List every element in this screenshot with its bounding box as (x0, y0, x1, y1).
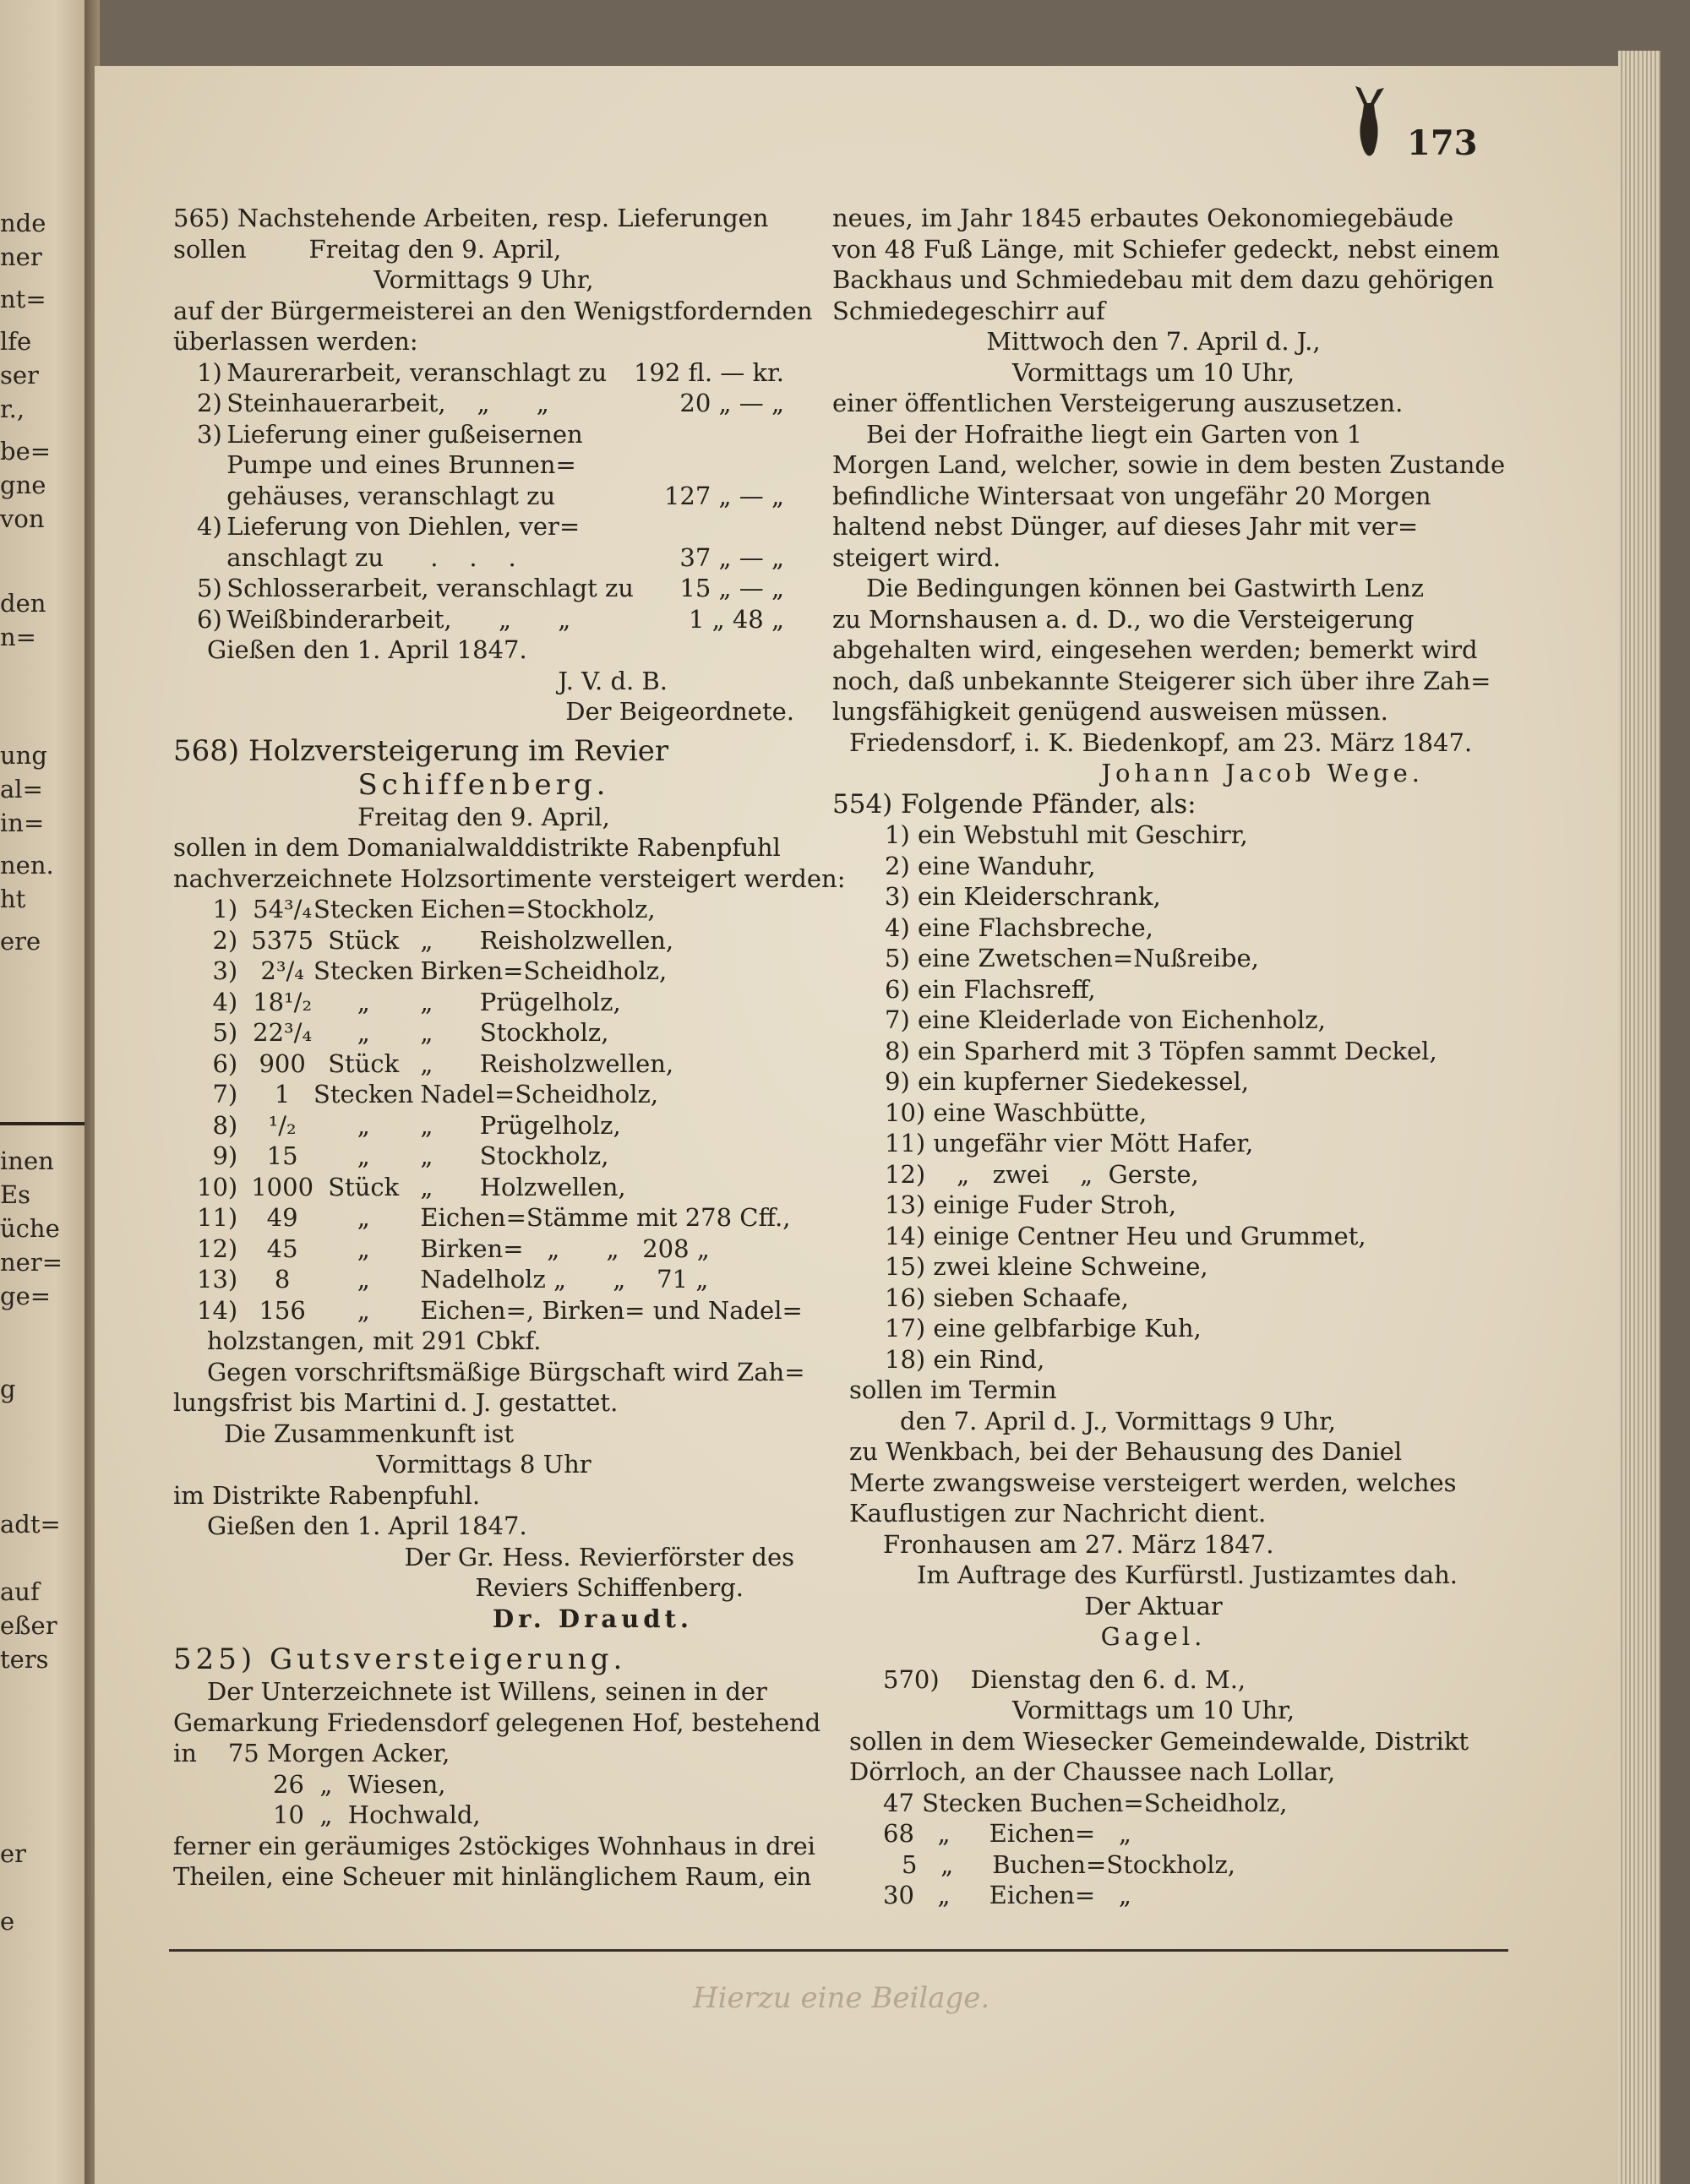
footer-note: Hierzu eine Beilage. (693, 1981, 990, 2015)
notice-565-item-text: Maurerarbeit, veranschlagt zu (226, 357, 608, 387)
notice-568-item-no: 4) (212, 987, 238, 1016)
notice-570-line: Dörrloch, an der Chaussee nach Lollar, (849, 1757, 1336, 1786)
notice-554-after: Kauflustigen zur Nachricht dient. (849, 1499, 1267, 1528)
left-page-word: g (0, 1375, 16, 1403)
left-page-fragment (0, 0, 93, 2184)
notice-568-item-unit: „ (357, 1295, 370, 1325)
notice-568-item-unit: „ (357, 987, 370, 1016)
page-edge (1618, 51, 1660, 2184)
notice-568-item-no: 12) (197, 1234, 238, 1263)
left-page-word: gne (0, 471, 46, 499)
notice-554-item: 11) ungefähr vier Mött Hafer, (885, 1129, 1254, 1157)
notice-565-item-text: Lieferung von Diehlen, ver= (226, 512, 581, 541)
notice-568-after: Gegen vorschriftsmäßige Bürgschaft wird Zah= (207, 1357, 805, 1386)
notice-text-line: steigert wird. (832, 542, 1001, 572)
notice-text-line: noch, daß unbekannte Steigerer sich über ihre Zah= (832, 666, 1491, 695)
notice-568-item-unit: Stück (328, 1172, 400, 1201)
notice-568-item-desc: Eichen=Stockholz, (420, 895, 656, 923)
notice-text-line: Mittwoch den 7. April d. J., (986, 327, 1321, 356)
ornament-icon (1349, 83, 1391, 161)
notice-568-title: 568) Holzversteigerung im Revier (173, 733, 669, 768)
notice-554-item: 9) ein kupferner Siedekessel, (885, 1067, 1249, 1096)
left-page-word: ner (0, 242, 42, 271)
notice-554-item: 14) einige Centner Heu und Grummet, (885, 1221, 1366, 1250)
notice-568-item-unit: „ (357, 1110, 370, 1140)
left-page-word: ung (0, 741, 47, 770)
notice-568-item-unit: Stecken (313, 1080, 414, 1108)
notice-text-line: einer öffentlichen Versteigerung auszusetzen. (832, 389, 1404, 417)
notice-568-line: nachverzeichnete Holzsortimente versteigert werden: (173, 863, 846, 893)
notice-554-after: Merte zwangsweise versteigert werden, welches (849, 1468, 1457, 1497)
notice-554-after: Der Aktuar (1084, 1591, 1223, 1620)
notice-565-items (197, 357, 784, 635)
notice-568-item (197, 925, 803, 956)
notice-568-item (197, 1172, 803, 1203)
left-page-rule (0, 1122, 84, 1125)
notice-568-item (197, 1110, 803, 1141)
notice-570 (832, 1664, 1475, 1911)
notice-568-title-2: Schiffenberg. (357, 767, 610, 802)
notice-565-item-no: 5) (197, 574, 222, 602)
notice-568-item (197, 956, 803, 987)
notice-565-line: 565) Nachstehende Arbeiten, resp. Lieferungen (173, 204, 769, 232)
notice-568-item-qty: 22³/₄ (253, 1018, 313, 1047)
left-page-word: r., (0, 395, 25, 423)
notice-568-item-no: 5) (212, 1018, 238, 1047)
notice-554-after: sollen im Termin (849, 1375, 1057, 1404)
notice-525-line: 26 „ Wiesen, (273, 1769, 446, 1799)
notice-568-item-desc: Birken= „ „ 208 „ (420, 1234, 710, 1263)
notice-568-item (197, 1017, 803, 1048)
notice-565-item-amount (634, 419, 784, 450)
notice-568-item (197, 894, 803, 925)
notice-568-item-unit: Stecken (313, 895, 414, 923)
notice-568-item (197, 987, 803, 1018)
left-page-word: ner= (0, 1248, 63, 1277)
notice-text-line: Die Bedingungen können bei Gastwirth Lenz (866, 574, 1424, 602)
left-page-word: ge= (0, 1282, 52, 1310)
notice-568-item-no: 2) (212, 925, 238, 955)
notice-568-item (197, 1141, 803, 1172)
notice-565-item-text: Steinhauerarbeit, „ „ (226, 389, 549, 417)
notice-554-after: zu Wenkbach, bei der Behausung des Daniel (849, 1437, 1403, 1466)
notice-554-item: 12) „ zwei „ Gerste, (885, 1159, 1199, 1189)
notice-568-after: holzstangen, mit 291 Cbkf. (207, 1326, 542, 1355)
left-page-word: al= (0, 775, 43, 803)
notice-568-after: Die Zusammenkunft ist (224, 1419, 515, 1448)
left-page-word: nt= (0, 285, 46, 313)
notice-525-continued (832, 203, 1506, 789)
notice-565 (173, 203, 813, 727)
notice-text-line: Johann Jacob Wege. (1101, 759, 1424, 787)
notice-568-item-qty: 54³/₄ (253, 895, 313, 923)
notice-525-line: ferner ein geräumiges 2stöckiges Wohnhaus in drei (173, 1831, 815, 1860)
notice-text-line: Bei der Hofraithe liegt ein Garten von 1 (866, 419, 1363, 449)
notice-568-item-qty: 156 (259, 1295, 306, 1325)
left-page-word: n= (0, 623, 36, 651)
notice-565-date: Gießen den 1. April 1847. (207, 635, 527, 664)
notice-text-line: Morgen Land, welcher, sowie in dem besten Zustande (832, 450, 1506, 479)
left-page-word: lfe (0, 327, 32, 356)
left-page-word: nen. (0, 851, 54, 880)
notice-525 (173, 1642, 821, 1893)
notice-568-item-unit: Stück (328, 925, 400, 955)
notice-565-item-amount: 1 „ 48 „ (688, 604, 784, 634)
notice-565-item-no: 4) (197, 512, 222, 541)
notice-568-item-unit: „ (357, 1203, 370, 1232)
notice-568-item-unit: „ (357, 1018, 370, 1047)
notice-568-item-desc: „ Prügelholz, (420, 1110, 621, 1140)
left-page-word: den (0, 589, 46, 618)
notice-568-after: im Distrikte Rabenpfuhl. (173, 1480, 481, 1510)
left-page-word: be= (0, 437, 52, 466)
notice-565-signatory: Der Beigeordnete. (565, 697, 794, 726)
notice-568-item (197, 1202, 803, 1234)
notice-568-item (197, 1079, 803, 1110)
notice-570-line: 5 „ Buchen=Stockholz, (902, 1849, 1235, 1879)
notice-568-after: Der Gr. Hess. Revierförster des (404, 1542, 794, 1571)
left-page-word: in= (0, 809, 45, 837)
notice-565-item-no (197, 449, 226, 481)
notice-565-line: überlassen werden: (173, 327, 418, 356)
notice-568-item (197, 1048, 803, 1080)
left-page-word: üche (0, 1214, 60, 1243)
notice-568-item-desc: Nadelholz „ „ 71 „ (420, 1265, 709, 1294)
notice-565-item-amount: 192 fl. — kr. (633, 357, 784, 387)
bottom-rule (169, 1949, 1508, 1952)
notice-554-item: 8) ein Sparherd mit 3 Töpfen sammt Deckel, (885, 1036, 1437, 1065)
notice-554-item: 7) eine Kleiderlade von Eichenholz, (885, 1005, 1326, 1034)
notice-568-item-unit: „ (357, 1265, 370, 1294)
notice-525-line: Theilen, eine Scheuer mit hinlänglichem Raum, ein (173, 1862, 812, 1891)
notice-568-item-qty: 1000 (251, 1172, 314, 1201)
notice-565-item (197, 573, 784, 604)
notice-554-after (832, 1375, 1475, 1653)
notice-570-line: 68 „ Eichen= „ (883, 1819, 1131, 1848)
notice-565-line: sollen Freitag den 9. April, (173, 234, 562, 264)
notice-568-item-qty: 900 (259, 1048, 306, 1078)
notice-565-item (197, 604, 784, 635)
notice-568-item-qty: 18¹/₂ (253, 987, 313, 1016)
notice-568-item-unit: Stück (328, 1048, 400, 1078)
notice-568-item-desc: „ Stockholz, (420, 1141, 609, 1170)
notice-568-item-no: 11) (197, 1203, 238, 1232)
notice-565-item-no (197, 481, 226, 512)
notice-568-item-desc: Eichen=, Birken= und Nadel= (420, 1295, 803, 1325)
notice-554-item: 3) ein Kleiderschrank, (885, 882, 1161, 911)
notice-text-line: befindliche Wintersaat von ungefähr 20 Morgen (832, 481, 1431, 510)
notice-568 (173, 733, 846, 1635)
notice-text-line: Backhaus und Schmiedebau mit dem dazu gehörigen (832, 265, 1495, 294)
notice-554-after: den 7. April d. J., Vormittags 9 Uhr, (900, 1406, 1336, 1435)
notice-565-item-text: Weißbinderarbeit, „ „ (226, 604, 571, 634)
notice-565-item (197, 357, 784, 389)
notice-568-line: sollen in dem Domanialwalddistrikte Rabenpfuhl (173, 833, 781, 862)
notice-565-item-amount: 127 „ — „ (663, 481, 784, 510)
notice-565-item (197, 419, 784, 450)
notice-text-line: Vormittags um 10 Uhr, (1011, 357, 1295, 387)
notice-text-line: abgehalten wird, eingesehen werden; bemerkt wird (832, 635, 1478, 664)
notice-568-after: Vormittags 8 Uhr (376, 1450, 592, 1479)
notice-568-item-no: 14) (197, 1295, 238, 1325)
notice-565-item-amount (634, 449, 784, 481)
notice-570-line: 47 Stecken Buchen=Scheidholz, (883, 1788, 1288, 1817)
notice-554-item: 10) eine Waschbütte, (885, 1097, 1148, 1127)
notice-565-item (197, 481, 784, 512)
notice-568-line: Freitag den 9. April, (357, 802, 610, 831)
notice-565-item-no: 2) (197, 389, 222, 417)
notice-570-line: 30 „ Eichen= „ (883, 1881, 1131, 1909)
notice-565-item-text: anschlagt zu . . . (226, 542, 516, 572)
notice-565-item-amount (634, 511, 784, 542)
notice-568-after: Reviers Schiffenberg. (475, 1573, 744, 1602)
left-page-word: eßer (0, 1611, 57, 1640)
left-page-word: e (0, 1907, 15, 1936)
notice-565-item-text: gehäuses, veranschlagt zu (226, 481, 556, 510)
notice-568-item-qty: 1 (274, 1080, 291, 1108)
notice-568-item-qty: 49 (266, 1203, 298, 1232)
notice-568-item-desc: „ Prügelholz, (420, 987, 621, 1016)
notice-554-item: 16) sieben Schaafe, (885, 1283, 1129, 1312)
notice-568-item-qty: 8 (274, 1265, 291, 1294)
notice-568-item-qty: 15 (266, 1141, 298, 1170)
left-page-word: Es (0, 1180, 31, 1209)
notice-568-after: Gießen den 1. April 1847. (207, 1511, 527, 1540)
notice-554-item: 2) eine Wanduhr, (885, 851, 1096, 880)
notice-568-item-no: 9) (212, 1141, 238, 1170)
notice-554-after: Im Auftrage des Kurfürstl. Justizamtes dah. (916, 1560, 1458, 1589)
notice-text-line: haltend nebst Dünger, auf dieses Jahr mit ver= (832, 512, 1419, 541)
left-page-word: auf (0, 1577, 40, 1606)
notice-554-title: 554) Folgende Pfänder, als: (832, 788, 1197, 820)
notice-525-line: Gemarkung Friedensdorf gelegenen Hof, bestehend (173, 1707, 821, 1737)
notice-554-item: 17) eine gelbfarbige Kuh, (885, 1314, 1202, 1343)
notice-565-item (197, 449, 784, 481)
notice-568-item-unit: Stecken (313, 956, 414, 985)
notice-554-item: 4) eine Flachsbreche, (885, 912, 1153, 942)
notice-565-line: Vormittags 9 Uhr, (373, 265, 594, 294)
notice-525-line: Der Unterzeichnete ist Willens, seinen in der (207, 1677, 767, 1706)
left-column (173, 203, 846, 1893)
notice-565-item-text: Pumpe und eines Brunnen= (226, 450, 576, 479)
notice-568-item (197, 1295, 803, 1326)
notice-568-item-desc: Eichen=Stämme mit 278 Cff., (420, 1203, 791, 1232)
notice-565-item-amount: 20 „ — „ (679, 389, 784, 417)
notice-text-line: zu Mornshausen a. d. D., wo die Versteigerung (832, 604, 1415, 634)
notice-568-item-desc: Birken=Scheidholz, (420, 956, 668, 985)
notice-570-line: Vormittags um 10 Uhr, (1011, 1696, 1295, 1724)
notice-565-signature: J. V. d. B. (558, 666, 668, 695)
notice-568-item-no: 6) (212, 1048, 238, 1078)
notice-568-item-desc: „ Holzwellen, (420, 1172, 626, 1201)
notice-568-item-no: 13) (197, 1265, 238, 1294)
notice-554-item: 6) ein Flachsreff, (885, 974, 1096, 1004)
notice-570-line: sollen in dem Wiesecker Gemeindewalde, Distrikt (849, 1726, 1469, 1756)
page-number: 173 (1407, 123, 1478, 163)
notice-568-item-no: 10) (197, 1172, 238, 1201)
left-page-word: von (0, 504, 45, 533)
notice-568-item-qty: 45 (266, 1234, 298, 1263)
notice-568-item-no: 7) (212, 1080, 238, 1108)
notice-554-after: Gagel. (1100, 1622, 1207, 1651)
notice-568-item-desc: „ Reisholzwellen, (420, 925, 674, 955)
notice-565-item-text: Lieferung einer gußeisernen (226, 419, 583, 449)
notice-554-item: 15) zwei kleine Schweine, (885, 1252, 1208, 1281)
notice-565-item (197, 388, 784, 419)
left-page-word: nde (0, 209, 46, 237)
notice-554-after: Fronhausen am 27. März 1847. (883, 1529, 1274, 1559)
notice-525-title: 525) Gutsversteigerung. (173, 1642, 627, 1676)
notice-554 (832, 789, 1475, 1653)
notice-565-item (197, 511, 784, 542)
notice-568-item-desc: Nadel=Scheidholz, (420, 1080, 659, 1108)
notice-568-items (197, 894, 803, 1326)
notice-565-item-no: 6) (197, 604, 222, 634)
left-page-word: ht (0, 885, 26, 913)
notice-554-item: 18) ein Rind, (885, 1344, 1045, 1374)
notice-568-item (197, 1234, 803, 1265)
notice-568-item-qty: ¹/₂ (268, 1110, 297, 1140)
notice-568-item-qty: 5375 (251, 925, 314, 955)
notice-text-line: neues, im Jahr 1845 erbautes Oekonomiegebäude (832, 204, 1454, 232)
notice-568-item-desc: „ Reisholzwellen, (420, 1048, 674, 1078)
notice-565-item-no: 3) (197, 419, 222, 449)
left-page-word: inen (0, 1146, 54, 1175)
notice-text-line: Schmiedegeschirr auf (832, 296, 1105, 325)
notice-568-item (197, 1264, 803, 1295)
notice-554-items (832, 820, 1475, 1375)
notice-525-line: in 75 Morgen Acker, (173, 1739, 450, 1767)
notice-568-item-no: 8) (212, 1110, 238, 1140)
notice-text-line: Friedensdorf, i. K. Biedenkopf, am 23. März 1847. (849, 727, 1473, 757)
left-page-word: adt= (0, 1510, 61, 1539)
notice-text-line: von 48 Fuß Länge, mit Schiefer gedeckt, nebst einem (832, 234, 1500, 264)
notice-565-item-amount: 37 „ — „ (679, 542, 784, 572)
notice-568-item-unit: „ (357, 1234, 370, 1263)
notice-565-item-no: 1) (197, 357, 222, 387)
notice-text-line: lungsfähigkeit genügend ausweisen müssen. (832, 697, 1388, 726)
notice-565-item-no (197, 542, 226, 574)
notice-565-line: auf der Bürgermeisterei an den Wenigstfordernden (173, 296, 813, 325)
notice-570-line: 570) Dienstag den 6. d. M., (883, 1664, 1246, 1694)
notice-568-after: lungsfrist bis Martini d. J. gestattet. (173, 1388, 619, 1417)
notice-565-item-amount: 15 „ — „ (679, 574, 784, 602)
notice-568-item-no: 1) (212, 895, 238, 923)
notice-568-item-no: 3) (212, 956, 238, 985)
left-page-word: ere (0, 927, 41, 956)
left-page-word: er (0, 1839, 27, 1868)
notice-554-item: 5) eine Zwetschen=Nußreibe, (885, 944, 1259, 972)
right-column (832, 203, 1506, 1911)
notice-568-item-desc: „ Stockholz, (420, 1018, 609, 1047)
notice-565-item (197, 542, 784, 574)
left-page-word: ters (0, 1645, 49, 1674)
left-page-word: ser (0, 361, 39, 389)
notice-568-signature: Dr. Draudt. (492, 1604, 693, 1633)
notice-525-line: 10 „ Hochwald, (273, 1800, 481, 1829)
notice-568-item-qty: 2³/₄ (260, 956, 304, 985)
notice-568-item-unit: „ (357, 1141, 370, 1170)
notice-554-item: 13) einige Fuder Stroh, (885, 1190, 1177, 1219)
notice-565-item-text: Schlosserarbeit, veranschlagt zu (226, 574, 634, 602)
notice-554-item: 1) ein Webstuhl mit Geschirr, (885, 820, 1248, 849)
